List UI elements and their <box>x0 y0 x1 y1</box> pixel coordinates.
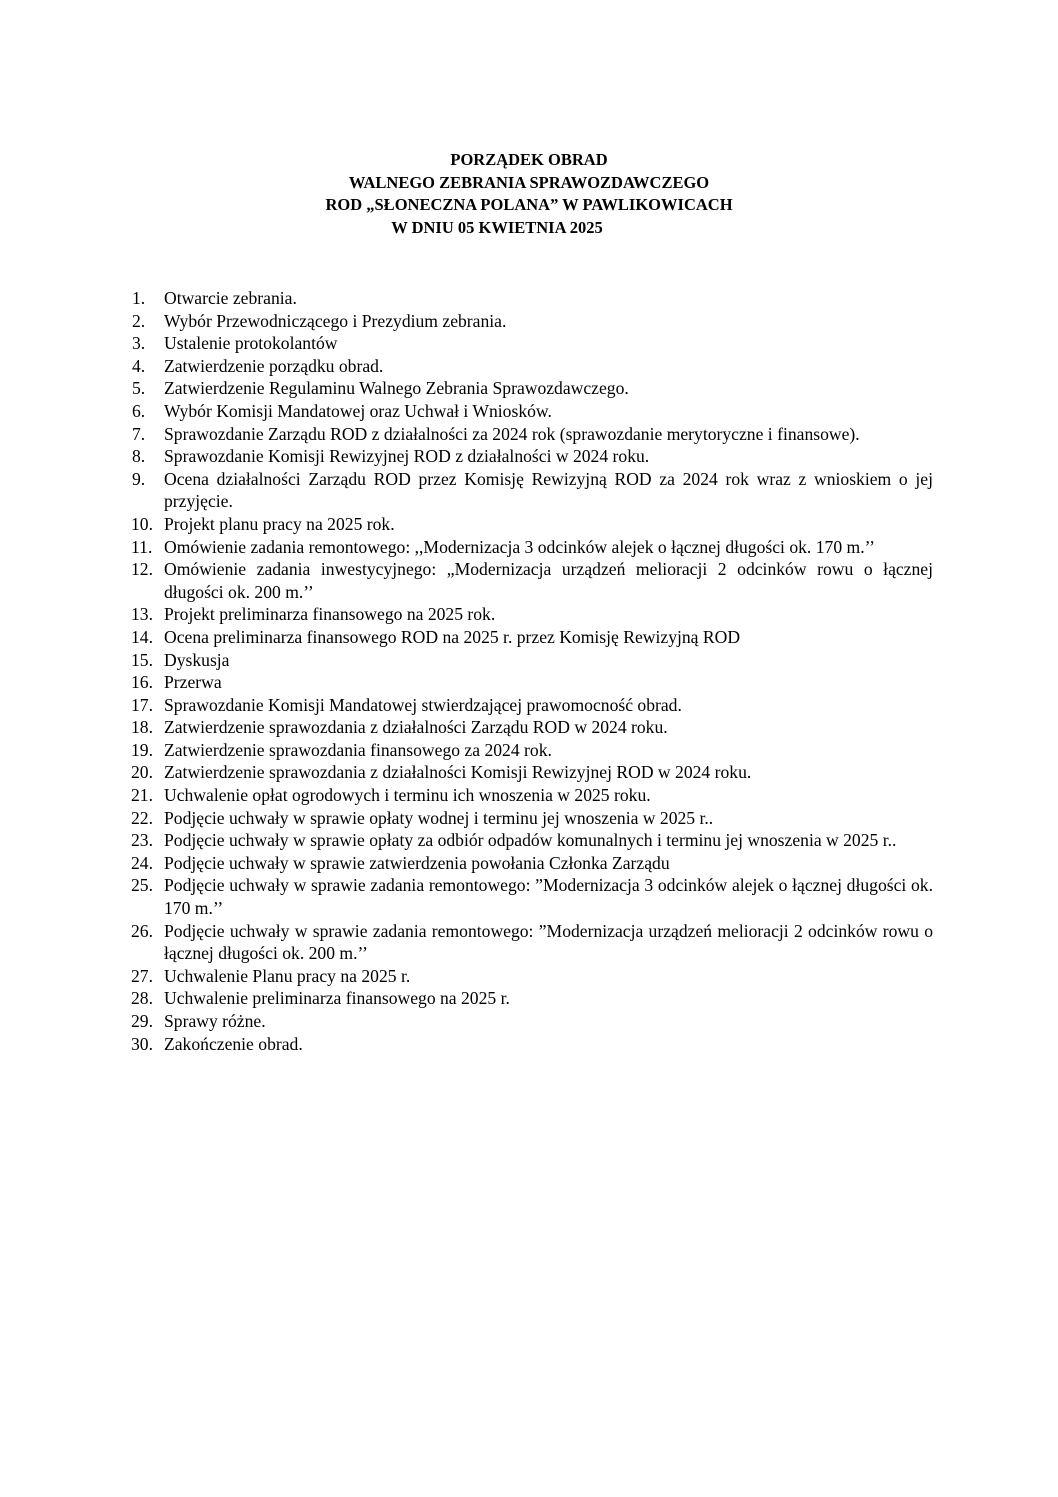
agenda-item-number: 20. <box>131 762 153 783</box>
agenda-item-text: Podjęcie uchwały w sprawie opłaty za odbiór odpadów komunalnych i terminu jej wnoszenia w 2025 r.. <box>164 830 897 851</box>
agenda-item-number: 21. <box>131 785 153 806</box>
agenda-item-text: Zakończenie obrad. <box>164 1033 303 1054</box>
agenda-item-number: 8. <box>132 446 146 467</box>
agenda-item-text: Otwarcie zebrania. <box>164 288 297 308</box>
agenda-item <box>131 468 933 513</box>
agenda-item-number: 3. <box>132 333 146 354</box>
agenda-item-number: 23. <box>131 830 153 851</box>
agenda-item-text: Podjęcie uchwały w sprawie opłaty wodnej i terminu jej wnoszenia w 2025 r.. <box>164 807 714 828</box>
agenda-item <box>131 513 933 536</box>
agenda-item <box>131 649 933 672</box>
agenda-item-number: 1. <box>132 288 146 308</box>
agenda-item <box>131 829 933 852</box>
agenda-item-text: Zatwierdzenie sprawozdania z działalności Komisji Rewizyjnej ROD w 2024 roku. <box>164 762 752 783</box>
document-title <box>0 149 1058 239</box>
agenda-item-text: Zatwierdzenie porządku obrad. <box>164 355 384 376</box>
agenda-item-number: 30. <box>131 1033 153 1054</box>
agenda-item <box>131 671 933 694</box>
agenda-item-text: Projekt preliminarza finansowego na 2025 rok. <box>164 604 496 625</box>
agenda-item <box>131 716 933 739</box>
agenda-item <box>131 603 933 626</box>
agenda-item <box>131 377 933 400</box>
agenda-item-text: Uchwalenie preliminarza finansowego na 2025 r. <box>164 988 510 1009</box>
agenda-item-number: 10. <box>131 513 153 534</box>
agenda-item <box>131 739 933 762</box>
agenda-item-text: Podjęcie uchwały w sprawie zadania remontowego: ”Modernizacja 3 odcinków alejek o łącznej długości ok. 170 m.’’ <box>164 875 933 919</box>
agenda-item-number: 19. <box>131 739 153 760</box>
agenda-item <box>131 1010 933 1033</box>
agenda-item-number: 16. <box>131 672 153 693</box>
agenda-list <box>131 287 933 1055</box>
agenda-item-number: 11. <box>131 536 153 557</box>
agenda-item-text: Ocena preliminarza finansowego ROD na 2025 r. przez Komisję Rewizyjną ROD <box>164 626 741 647</box>
agenda-item-text: Projekt planu pracy na 2025 rok. <box>164 513 395 534</box>
agenda-item <box>131 558 933 603</box>
agenda-item-text: Dyskusja <box>164 649 230 670</box>
agenda-item-number: 6. <box>132 400 146 421</box>
agenda-item-text: Ustalenie protokolantów <box>164 333 338 354</box>
agenda-item-text: Sprawy różne. <box>164 1011 266 1031</box>
agenda-item <box>131 626 933 649</box>
agenda-item <box>131 920 933 965</box>
agenda-item-text: Sprawozdanie Zarządu ROD z działalności za 2024 rok (sprawozdanie merytoryczne i finansowe). <box>164 423 860 444</box>
agenda-item <box>131 784 933 807</box>
agenda-item-text: Zatwierdzenie Regulaminu Walnego Zebrania Sprawozdawczego. <box>164 378 629 399</box>
agenda-item <box>131 310 933 333</box>
title-line-4: W DNIU 05 KWIETNIA 2025 <box>391 217 603 237</box>
title-line-1: PORZĄDEK OBRAD <box>450 150 608 169</box>
agenda-item <box>131 874 933 919</box>
agenda-item <box>131 400 933 423</box>
agenda-item-number: 28. <box>131 988 153 1009</box>
agenda-item <box>131 332 933 355</box>
agenda-item <box>131 694 933 717</box>
agenda-item-text: Omówienie zadania inwestycyjnego: „Modernizacja urządzeń melioracji 2 odcinków rowu o łącznej długości ok. 200 m.’’ <box>164 559 933 602</box>
agenda-item-number: 13. <box>131 604 153 625</box>
agenda-item-number: 12. <box>131 559 153 580</box>
agenda-item-number: 24. <box>131 852 153 873</box>
agenda-item-text: Podjęcie uchwały w sprawie zatwierdzenia powołania Członka Zarządu <box>164 852 670 873</box>
agenda-item-number: 17. <box>131 694 153 715</box>
agenda-item-text: Wybór Przewodniczącego i Prezydium zebrania. <box>164 310 507 331</box>
agenda-item <box>131 423 933 446</box>
agenda-item-number: 9. <box>132 468 146 489</box>
agenda-item <box>131 807 933 830</box>
title-line-3: ROD „SŁONECZNA POLANA” W PAWLIKOWICACH <box>325 195 733 214</box>
agenda-item-text: Uchwalenie Planu pracy na 2025 r. <box>164 965 411 986</box>
agenda-item <box>131 355 933 378</box>
agenda-item <box>131 965 933 988</box>
agenda-item-number: 22. <box>131 807 153 828</box>
agenda-item-number: 14. <box>131 626 153 647</box>
agenda-item-number: 5. <box>132 378 146 399</box>
agenda-item-number: 29. <box>131 1011 153 1031</box>
agenda-item <box>131 287 933 310</box>
agenda-item-number: 25. <box>131 875 153 896</box>
agenda-item-text: Przerwa <box>164 672 222 693</box>
agenda-item-number: 18. <box>131 717 153 738</box>
agenda-item-text: Ocena działalności Zarządu ROD przez Komisję Rewizyjną ROD za 2024 rok wraz z wnioskiem o jej przyjęcie. <box>164 468 933 512</box>
agenda-item-number: 26. <box>131 920 153 941</box>
agenda-item-number: 7. <box>132 423 146 444</box>
agenda-item <box>131 761 933 784</box>
agenda-item-text: Sprawozdanie Komisji Rewizyjnej ROD z działalności w 2024 roku. <box>164 446 650 467</box>
agenda-item-number: 2. <box>132 310 146 331</box>
agenda-item-text: Sprawozdanie Komisji Mandatowej stwierdzającej prawomocność obrad. <box>164 694 682 715</box>
agenda-item-text: Wybór Komisji Mandatowej oraz Uchwał i Wniosków. <box>164 400 552 421</box>
agenda-item-text: Zatwierdzenie sprawozdania finansowego za 2024 rok. <box>164 739 552 760</box>
agenda-item <box>131 1033 933 1056</box>
agenda-item <box>131 852 933 875</box>
agenda-item-text: Zatwierdzenie sprawozdania z działalności Zarządu ROD w 2024 roku. <box>164 717 668 738</box>
agenda-item <box>131 987 933 1010</box>
agenda-item-text: Omówienie zadania remontowego: ,,Modernizacja 3 odcinków alejek o łącznej długości ok. 170 m.’’ <box>164 536 876 557</box>
agenda-item-number: 4. <box>132 355 146 376</box>
title-line-2: WALNEGO ZEBRANIA SPRAWOZDAWCZEGO <box>348 172 710 192</box>
agenda-item <box>131 445 933 468</box>
agenda-item <box>131 536 933 559</box>
agenda-item-text: Podjęcie uchwały w sprawie zadania remontowego: ”Modernizacja urządzeń melioracji 2 odcinków rowu o łącznej długości ok. 200 m.’’ <box>164 920 933 964</box>
agenda-item-number: 15. <box>131 649 153 670</box>
agenda-item-text: Uchwalenie opłat ogrodowych i terminu ich wnoszenia w 2025 roku. <box>164 785 651 806</box>
agenda-item-number: 27. <box>131 965 153 986</box>
